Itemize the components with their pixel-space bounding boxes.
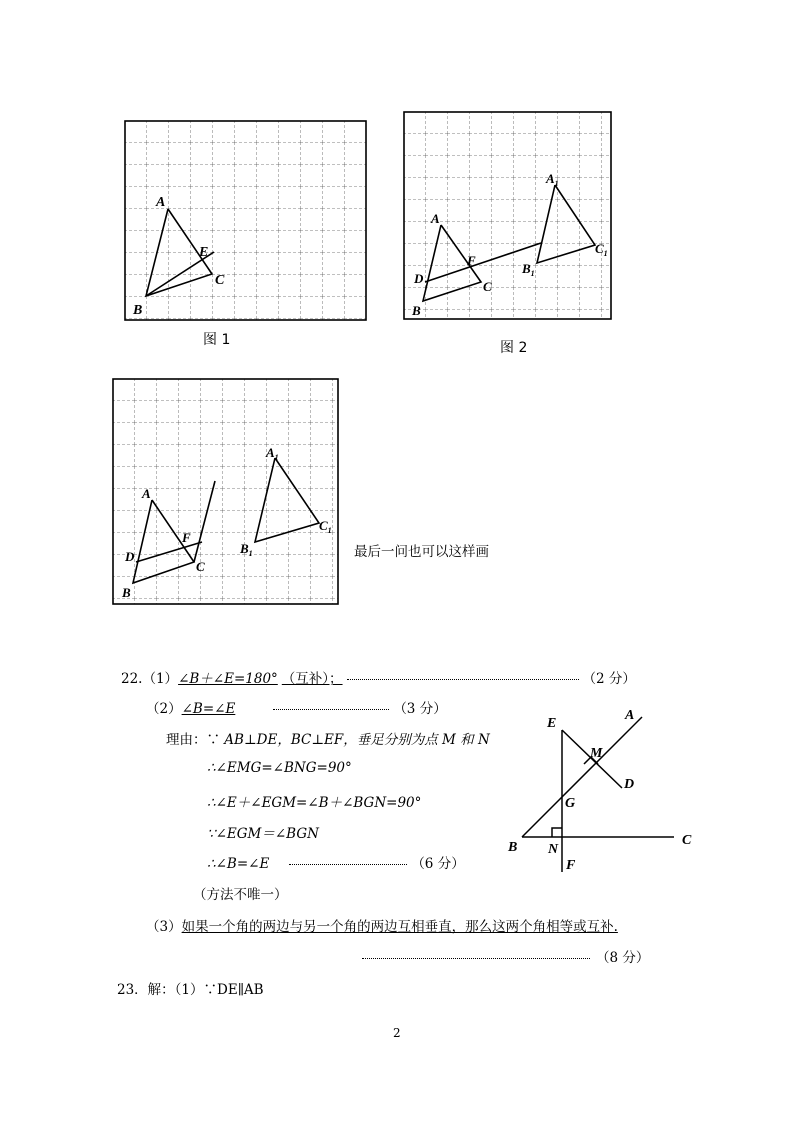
label-B: B: [122, 585, 131, 600]
label-B: B: [133, 303, 143, 318]
label-A: A: [142, 486, 151, 501]
label-A: A: [625, 708, 635, 723]
q22-reason: 理由：∵ AB⊥DE，BC⊥EF，垂足分别为点 M 和 N: [166, 732, 490, 748]
label-C1: $C_1$: [319, 518, 332, 535]
figure-2: [403, 111, 613, 321]
label-C: C: [682, 833, 692, 848]
label-A1: $A_1$: [546, 171, 559, 188]
label-C: C: [483, 279, 492, 294]
q22-step1: ∴∠EMG=∠BNG=90°: [207, 760, 352, 776]
q22-step2: ∴∠E＋∠EGM=∠B＋∠BGN=90°: [207, 795, 422, 811]
q22-step4: ∴∠B=∠E （6 分）: [207, 856, 465, 872]
label-E: E: [199, 245, 209, 260]
label-F: F: [566, 858, 576, 873]
figure-3: [112, 378, 340, 606]
q22-part3: （3）如果一个角的两边与另一个角的两边互相垂直，那么这两个角相等或互补.: [146, 919, 618, 935]
label-A: A: [431, 211, 440, 226]
label-D: D: [414, 271, 424, 286]
page-number: 2: [393, 1026, 401, 1040]
label-F: F: [467, 253, 476, 268]
label-F: F: [182, 530, 191, 545]
q22-part2: （2）∠B=∠E （3 分）: [146, 701, 447, 717]
figure-2-caption: 图 2: [500, 340, 528, 356]
figure-3-note: 最后一问也可以这样画: [354, 544, 489, 560]
label-D: D: [125, 549, 135, 564]
q22-step3: ∵∠EGM＝∠BGN: [207, 826, 319, 842]
label-A1: $A_1$: [266, 445, 279, 462]
figure-1: [124, 120, 368, 322]
label-D: D: [624, 777, 635, 792]
label-E: E: [547, 716, 557, 731]
label-N: N: [548, 842, 559, 857]
label-B1: $B_1$: [240, 541, 253, 558]
q23-start: 23．解：（1）∵DE∥AB: [117, 982, 264, 998]
label-C: C: [196, 559, 205, 574]
figure-4: [502, 700, 702, 880]
figure-1-caption: 图 1: [203, 332, 231, 348]
q22-part3-score: （8 分）: [362, 946, 649, 966]
label-G: G: [565, 796, 576, 811]
label-M: M: [590, 746, 603, 761]
label-B: B: [412, 303, 421, 318]
label-B1: $B_1$: [522, 261, 535, 278]
q22-part1: 22.（1）∠B＋∠E=180° （互补）； （2 分）: [121, 671, 636, 687]
label-A: A: [156, 195, 166, 210]
label-C1: $C_1$: [595, 241, 608, 258]
q22-method-note: （方法不唯一）: [193, 887, 288, 903]
label-C: C: [215, 273, 225, 288]
label-B: B: [508, 840, 518, 855]
